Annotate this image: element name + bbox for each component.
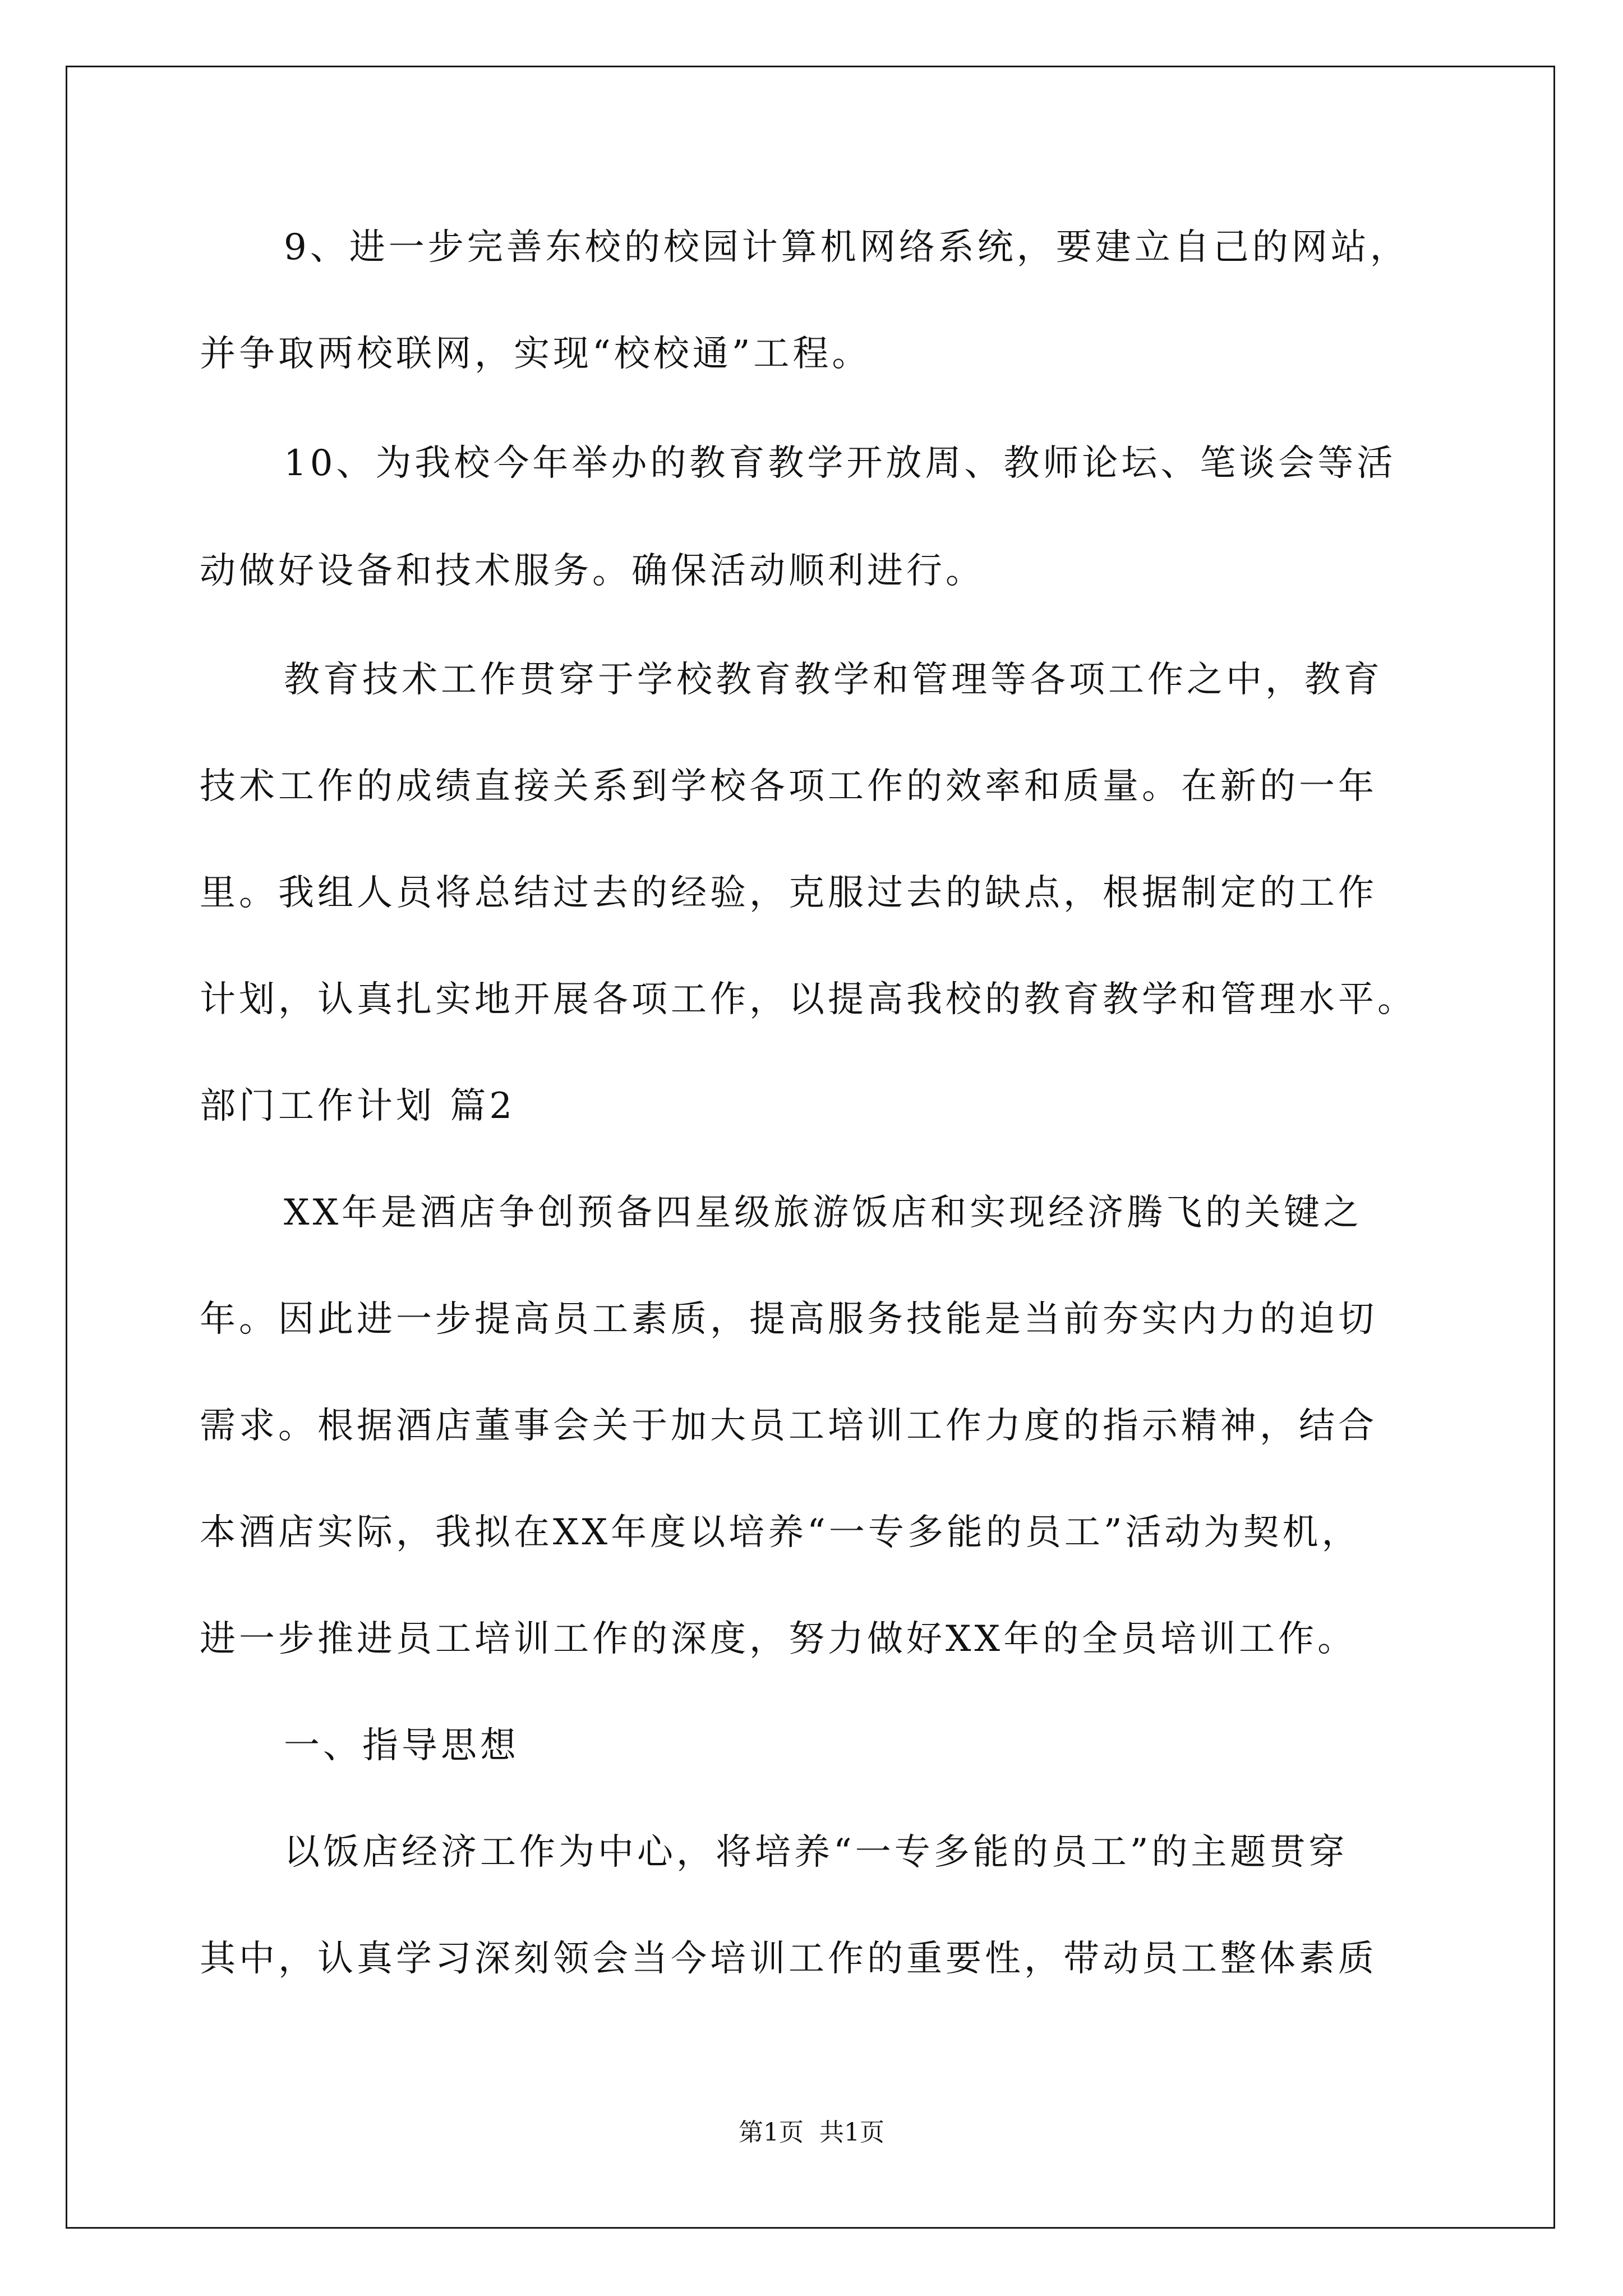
subsection-title: 一、指导思想	[284, 1725, 519, 1766]
paragraph-line: 需求。根据酒店董事会关于加大员工培训工作力度的指示精神，结合	[200, 1405, 1377, 1447]
paragraph-line: 动做好设备和技术服务。确保活动顺利进行。	[200, 550, 985, 592]
paragraph-line: 里。我组人员将总结过去的经验，克服过去的缺点，根据制定的工作	[200, 872, 1377, 914]
paragraph-line: 进一步推进员工培训工作的深度，努力做好XX年的全员培训工作。	[200, 1618, 1357, 1660]
paragraph-line: 教育技术工作贯穿于学校教育教学和管理等各项工作之中，教育	[284, 659, 1383, 701]
paragraph-line: 技术工作的成绩直接关系到学校各项工作的效率和质量。在新的一年	[200, 766, 1377, 807]
page-number-footer: 第1页 共1页	[739, 2118, 884, 2147]
section-heading: 部门工作计划 篇2	[200, 1085, 516, 1127]
paragraph-line: 其中，认真学习深刻领会当今培训工作的重要性，带动员工整体素质	[200, 1938, 1377, 1980]
paragraph-line: 9、进一步完善东校的校园计算机网络系统，要建立自己的网站，	[284, 227, 1409, 268]
paragraph-line: XX年是酒店争创预备四星级旅游饭店和实现经济腾飞的关键之	[284, 1192, 1363, 1234]
page-border	[66, 66, 1555, 2229]
paragraph-line: 本酒店实际，我拟在XX年度以培养“一专多能的员工”活动为契机，	[200, 1512, 1361, 1553]
paragraph-line: 年。因此进一步提高员工素质，提高服务技能是当前夯实内力的迫切	[200, 1299, 1377, 1340]
paragraph-line: 并争取两校联网，实现“校校通”工程。	[200, 333, 872, 375]
paragraph-line: 以饭店经济工作为中心，将培养“一专多能的员工”的主题贯穿	[284, 1832, 1348, 1873]
paragraph-line: 10、为我校今年举办的教育教学开放周、教师论坛、笔谈会等活	[284, 443, 1396, 484]
paragraph-line: 计划，认真扎实地开展各项工作，以提高我校的教育教学和管理水平。	[200, 979, 1417, 1020]
